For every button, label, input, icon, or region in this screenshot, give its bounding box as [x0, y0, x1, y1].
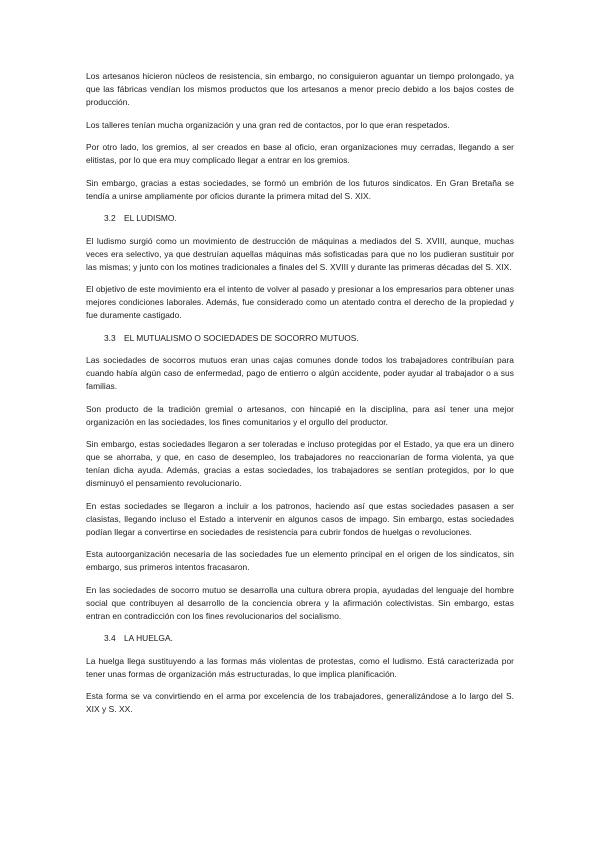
- document-body: [86, 70, 514, 726]
- paragraph: Las sociedades de socorros mutuos eran unas cajas comunes donde todos los trabajadores contribuían para cuando había algún caso de enfermedad, pago de entierro o algún accidente, poder ayudar al trabajador o a sus familias.: [86, 355, 514, 391]
- paragraph: Esta autoorganización necesaria de las sociedades fue un elemento principal en el origen de los sindicatos, sin embargo, sus primeros intentos fracasaron.: [86, 549, 514, 572]
- paragraph: Esta forma se va convirtiendo en el arma por excelencia de los trabajadores, generalizándose a lo largo del S. XIX y S. XX.: [86, 691, 514, 714]
- paragraph: El ludismo surgió como un movimiento de destrucción de máquinas a mediados del S. XVIII, aunque, muchas veces era selectivo, ya que destruían aquellas máquinas más sofisticadas para que no los pudieran sustituir por las mismas; y junto con los motines tradicionales a finales del S. XVIII y durante las primeras décadas del S. XIX.: [86, 235, 514, 272]
- paragraph: Son producto de la tradición gremial o artesanos, con hincapié en la disciplina, para así tener una mejor organización en las sociedades, los fines comunitarios y el orgullo del productor.: [86, 403, 514, 427]
- paragraph: Sin embargo, gracias a estas sociedades, se formó un embrión de los futuros sindicatos. En Gran Bretaña se tendía a unirse ampliamente por oficios durante la primera mitad del S. XIX.: [86, 177, 514, 201]
- section-heading-ludismo: [104, 212, 514, 225]
- paragraph: Sin embargo, estas sociedades llegaron a ser toleradas e incluso protegidas por el Estado, ya que era un dinero que se ahorraba, y que, en caso de desempleo, los trabajadores no reaccionarían de forma violenta, ya que tenían dicha ayuda. Además, gracias a estas sociedades, los trabajadores se sentían protegidos, por lo que disminuyó el pensamiento revolucionario.: [86, 439, 514, 488]
- paragraph: Por otro lado, los gremios, al ser creados en base al oficio, eran organizaciones muy cerradas, llegando a ser elitistas, por lo que era muy complicado llegar a entrar en los gremios.: [86, 142, 514, 165]
- section-number: 3.2: [104, 213, 116, 223]
- section-number: 3.4: [104, 633, 116, 643]
- section-title: EL MUTUALISMO O SOCIEDADES DE SOCORRO MUTUOS.: [123, 332, 359, 343]
- section-heading-mutualismo: [104, 332, 514, 345]
- section-number: 3.3: [104, 332, 116, 343]
- paragraph: En las sociedades de socorro mutuo se desarrolla una cultura obrera propia, ayudadas del lenguaje del hombre social que contribuyen al desarrollo de la conciencia obrera y la afirmación colectivistas. Sin embargo, estas entran en contradicción con los fines revolucionarios del socialismo.: [86, 584, 514, 621]
- section-title: LA HUELGA.: [123, 633, 173, 643]
- paragraph: En estas sociedades se llegaron a incluir a los patronos, haciendo así que estas sociedades pasasen a ser clasistas, llegando incluso el Estado a intervenir en algunos casos de impago. Sin embargo, estas sociedades podían llegar a convertirse en sociedades de resistencia para cubrir fondos de huelgas o revoluciones.: [86, 500, 514, 537]
- section-title: EL LUDISMO.: [123, 213, 177, 223]
- paragraph: Los talleres tenían mucha organización y una gran red de contactos, por lo que eran respetados.: [86, 119, 450, 130]
- paragraph: Los artesanos hicieron núcleos de resistencia, sin embargo, no consiguieron aguantar un tiempo prolongado, ya que las fábricas vendían los mismos productos que los artesanos a menor precio debido a los bajos costes de producción.: [86, 71, 514, 107]
- section-heading-huelga: [104, 632, 514, 645]
- paragraph: La huelga llega sustituyendo a las formas más violentas de protestas, como el ludismo. Está caracterizada por tener unas formas de organización más estructuradas, lo que implica planificación.: [86, 655, 514, 679]
- paragraph: El objetivo de este movimiento era el intento de volver al pasado y presionar a los empresarios para obtener unas mejores condiciones laborales. Además, fue considerado como un atentado contra el derecho de la propiedad y fue duramente castigado.: [86, 284, 514, 320]
